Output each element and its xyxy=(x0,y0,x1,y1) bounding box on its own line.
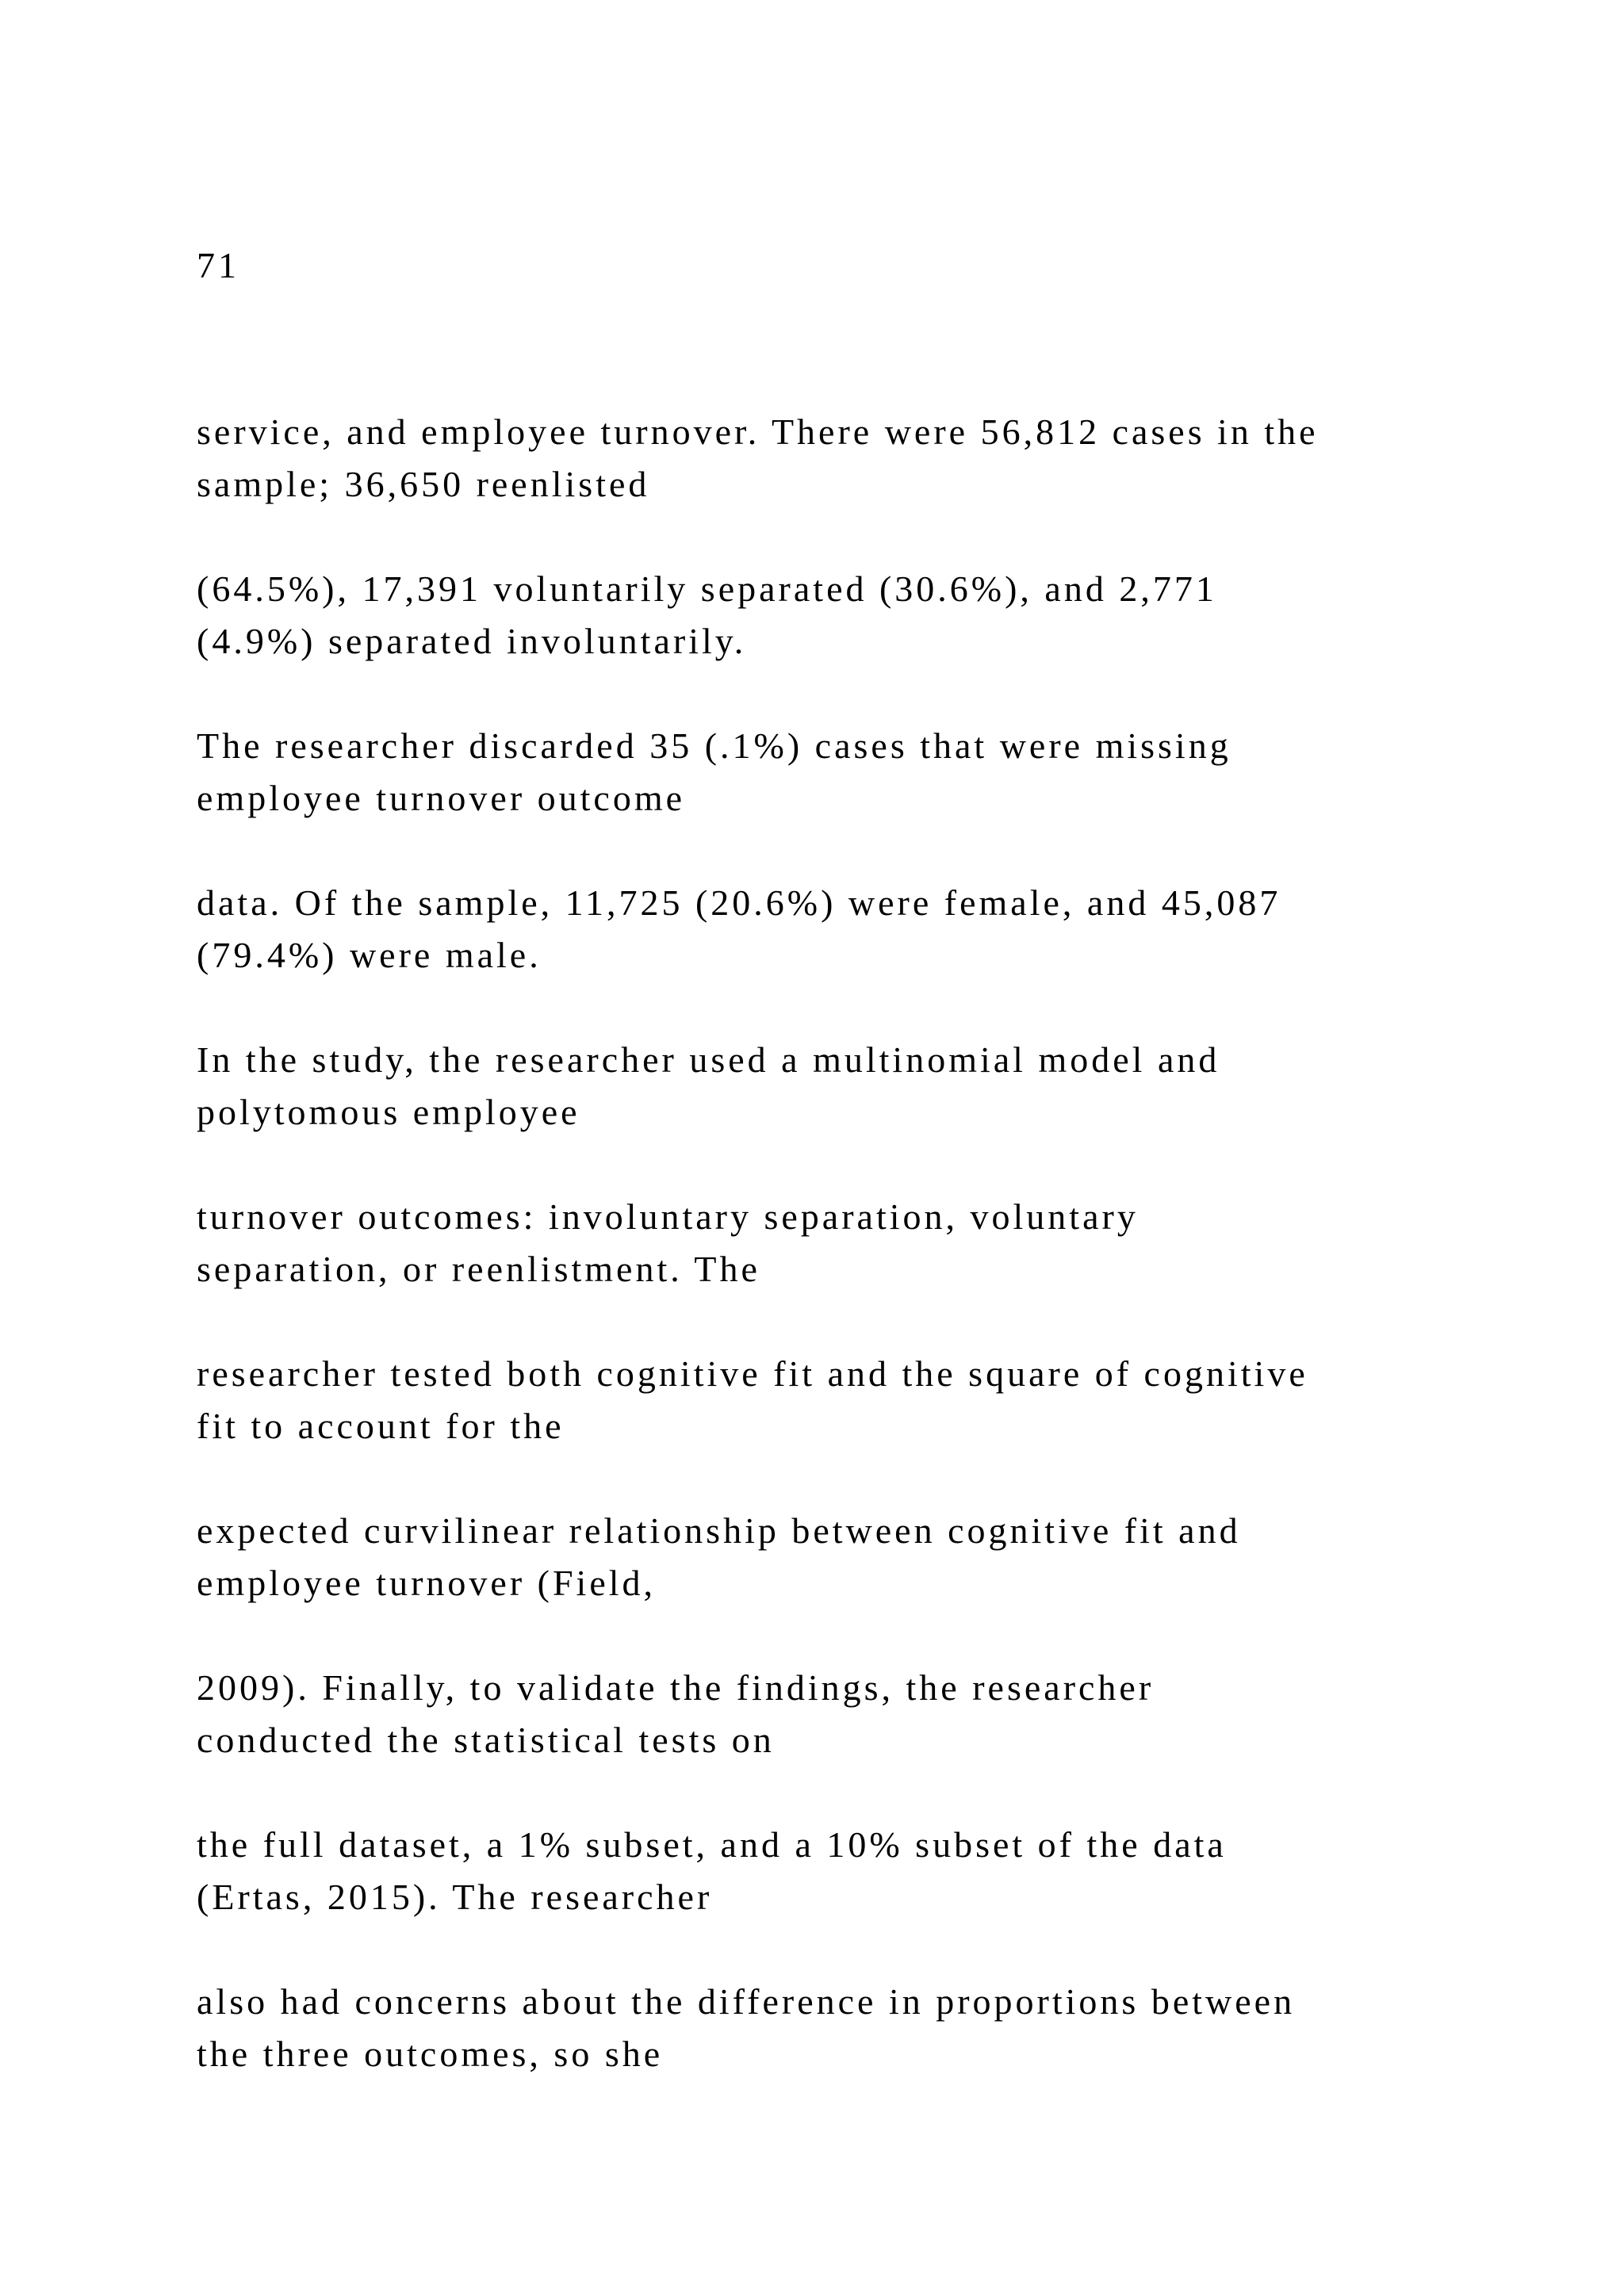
text-line: conducted the statistical tests on xyxy=(197,1720,775,1760)
text-line: separation, or reenlistment. The xyxy=(197,1249,760,1289)
text-line: 2009). Finally, to validate the findings, the researcher xyxy=(197,1667,1155,1708)
text-line: employee turnover (Field, xyxy=(197,1563,657,1603)
text-line: also had concerns about the difference in proportions between xyxy=(197,1981,1296,2022)
text-line: employee turnover outcome xyxy=(197,778,686,818)
text-line: the three outcomes, so she xyxy=(197,2034,664,2074)
page-number: 71 xyxy=(197,245,239,285)
text-line: (4.9%) separated involuntarily. xyxy=(197,621,747,661)
text-line: (64.5%), 17,391 voluntarily separated (30.6%), and 2,771 xyxy=(197,568,1217,609)
text-line: (Ertas, 2015). The researcher xyxy=(197,1877,713,1917)
text-line: turnover outcomes: involuntary separation, voluntary xyxy=(197,1196,1139,1237)
text-line: data. Of the sample, 11,725 (20.6%) were female, and 45,087 xyxy=(197,882,1281,923)
text-line: the full dataset, a 1% subset, and a 10% subset of the data xyxy=(197,1824,1227,1865)
text-line: fit to account for the xyxy=(197,1406,565,1446)
text-line: researcher tested both cognitive fit and the square of cognitive xyxy=(197,1353,1308,1394)
text-line: (79.4%) were male. xyxy=(197,935,542,975)
text-line: polytomous employee xyxy=(197,1092,580,1132)
text-line: service, and employee turnover. There were 56,812 cases in the xyxy=(197,411,1319,452)
text-line: The researcher discarded 35 (.1%) cases that were missing xyxy=(197,725,1231,766)
text-line: expected curvilinear relationship between cognitive fit and xyxy=(197,1510,1241,1551)
text-line: In the study, the researcher used a multinomial model and xyxy=(197,1039,1220,1080)
text-line: sample; 36,650 reenlisted xyxy=(197,464,650,504)
